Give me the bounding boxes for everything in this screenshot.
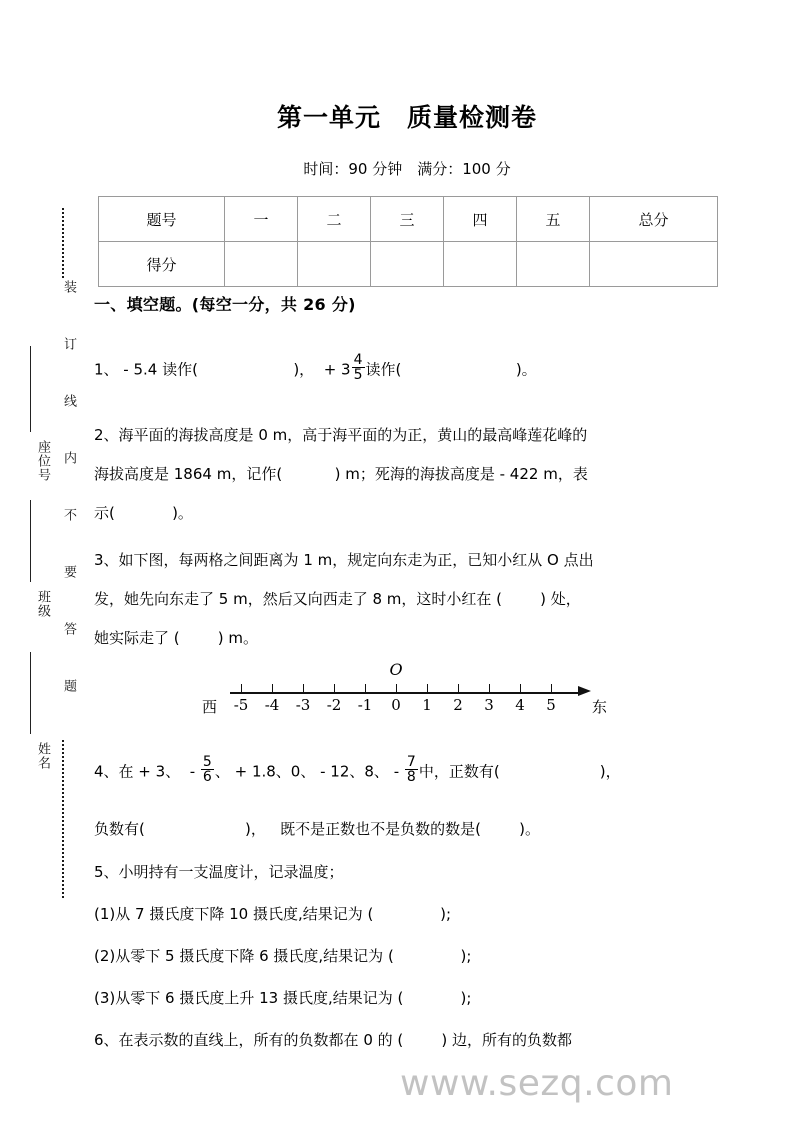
question-5-line-4: (3)从零下 6 摄氏度上升 13 摄氏度,结果记为 ( );: [94, 989, 472, 1007]
question-3-line-1: 3、如下图，每两格之间距离为 1 m，规定向东走为正，已知小红从 O 点出: [94, 551, 594, 569]
question-1-text-a: 1、 - 5.4 读作( )， + 3: [94, 360, 351, 379]
question-5-line-3: (2)从零下 5 摄氏度下降 6 摄氏度,结果记为 ( );: [94, 947, 472, 965]
table-row: [99, 242, 718, 287]
fraction-5-6: [201, 755, 214, 785]
exam-meta-line: 时间：90 分钟 满分：100 分: [303, 160, 511, 178]
score-table-header-cell: 三: [371, 197, 444, 242]
score-input-cell[interactable]: [444, 242, 517, 287]
score-input-cell[interactable]: [590, 242, 718, 287]
class-label: 班级: [35, 590, 50, 618]
number-line-tick: [551, 684, 552, 693]
number-line-tick: [489, 684, 490, 693]
number-line-value: -5: [233, 696, 249, 714]
question-3-line-2: 发，她先向东走了 5 m，然后又向西走了 8 m，这时小红在 ( ) 处，: [94, 590, 581, 608]
number-line-tick: [334, 684, 335, 693]
name-label: 姓名: [35, 742, 50, 770]
score-input-cell[interactable]: [371, 242, 444, 287]
question-6-line-1: 6、在表示数的直线上，所有的负数都在 0 的 ( ) 边，所有的负数都: [94, 1031, 573, 1049]
score-input-cell[interactable]: [517, 242, 590, 287]
score-row-label: 得分: [99, 242, 225, 287]
number-line-origin-label: O: [389, 660, 403, 679]
site-watermark: www.sezq.com: [400, 1063, 674, 1104]
number-line-tick: [427, 684, 428, 693]
number-line-tick: [396, 684, 397, 693]
question-2-line-1: 2、海平面的海拔高度是 0 m，高于海平面的为正，黄山的最高峰莲花峰的: [94, 426, 588, 444]
page-title: 第一单元 质量检测卷: [276, 103, 537, 132]
question-4-line-2: 负数有( )， 既不是正数也不是负数的数是( )。: [94, 820, 540, 838]
fraction-denominator: 8: [406, 769, 416, 786]
number-line-east-label: 东: [592, 698, 608, 716]
number-line-tick: [365, 684, 366, 693]
number-line-value: 0: [391, 696, 401, 714]
number-line-figure: [202, 658, 610, 720]
table-row-header: [99, 197, 718, 242]
question-1-text-b: 读作( )。: [365, 360, 537, 379]
score-table: [98, 196, 718, 287]
number-line-value: 3: [484, 696, 494, 714]
fraction-numerator: 5: [202, 754, 212, 770]
binding-instruction-text: 装订线内不要答题: [57, 278, 79, 738]
binding-margin: [0, 0, 92, 1131]
mixed-fraction-4-5: [352, 353, 365, 383]
number-line-tick: [458, 684, 459, 693]
fraction-denominator: 5: [353, 367, 363, 384]
question-4-text-b: 、 + 1.8、0、 - 12、8、 -: [214, 762, 404, 781]
question-1: [94, 354, 537, 384]
question-4-line-1: [94, 756, 621, 786]
number-line-value: 2: [453, 696, 463, 714]
number-line-tick: [241, 684, 242, 693]
number-line-value: -1: [357, 696, 373, 714]
number-line-value: 4: [515, 696, 525, 714]
question-5-line-2: (1)从 7 摄氏度下降 10 摄氏度,结果记为 ( );: [94, 905, 451, 923]
seat-number-rule: [30, 346, 31, 432]
question-2-line-3: 示( )。: [94, 504, 193, 522]
score-table-header-cell: 总分: [590, 197, 718, 242]
fraction-denominator: 6: [202, 769, 212, 786]
score-table-header-cell: 一: [225, 197, 298, 242]
question-2-line-2: 海拔高度是 1864 m，记作( ) m；死海的海拔高度是 - 422 m，表: [94, 465, 588, 483]
section-heading-1: 一、填空题。(每空一分，共 26 分): [94, 295, 356, 314]
score-input-cell[interactable]: [225, 242, 298, 287]
number-line-tick: [520, 684, 521, 693]
score-table-header-cell: 四: [444, 197, 517, 242]
number-line-value: 5: [546, 696, 556, 714]
number-line-value: -4: [264, 696, 280, 714]
name-rule: [30, 652, 31, 734]
number-line-axis: [230, 692, 582, 694]
number-line-west-label: 西: [202, 698, 218, 716]
score-table-header-cell: 五: [517, 197, 590, 242]
score-table-header-cell: 题号: [99, 197, 225, 242]
question-4-text-a: 4、在 + 3、 -: [94, 762, 200, 781]
question-4-text-c: 中，正数有( )，: [418, 762, 621, 781]
fraction-numerator: 7: [406, 754, 416, 770]
fraction-7-8: [405, 755, 418, 785]
number-line-value: 1: [422, 696, 432, 714]
question-5-line-1: 5、小明持有一支温度计，记录温度；: [94, 863, 344, 881]
number-line-value: -2: [326, 696, 342, 714]
question-3-line-3: 她实际走了 ( ) m。: [94, 629, 258, 647]
score-table-header-cell: 二: [298, 197, 371, 242]
number-line-tick: [303, 684, 304, 693]
seat-number-label: 座位号: [35, 440, 50, 482]
number-line-arrow-icon: [578, 686, 591, 696]
class-rule: [30, 500, 31, 582]
score-input-cell[interactable]: [298, 242, 371, 287]
number-line-tick: [272, 684, 273, 693]
fraction-numerator: 4: [353, 352, 363, 368]
number-line-value: -3: [295, 696, 311, 714]
paper-content: [92, 0, 800, 1131]
